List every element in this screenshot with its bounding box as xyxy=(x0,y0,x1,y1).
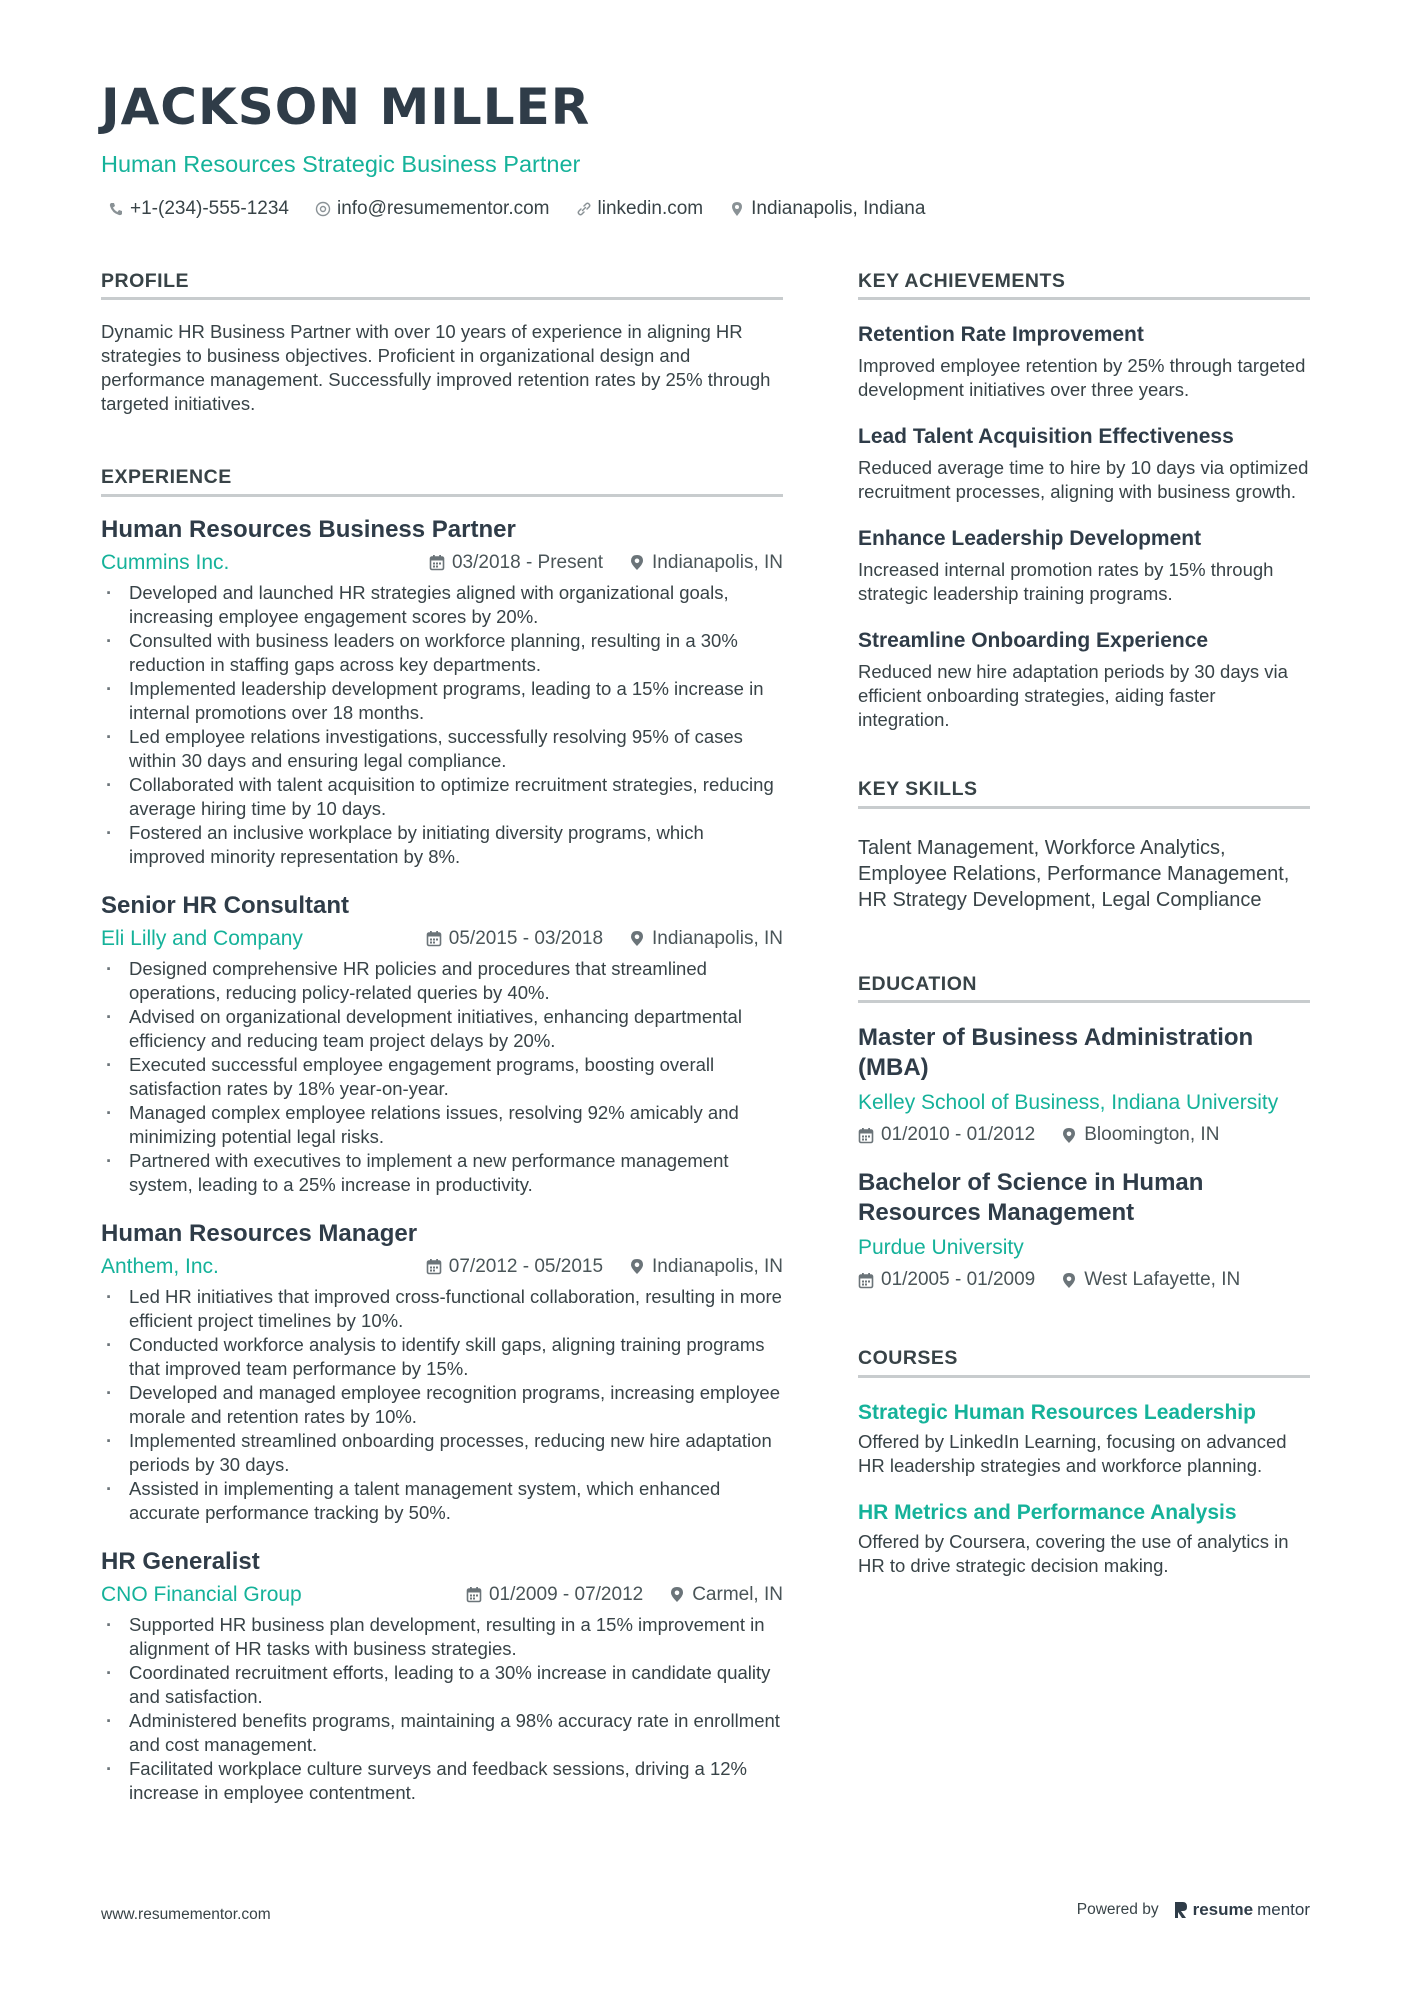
job-title: Human Resources Manager xyxy=(101,1219,418,1247)
location-pin-icon xyxy=(1061,1127,1077,1144)
achievement-desc: Increased internal promotion rates by 15% through strategic leadership training programs. xyxy=(858,559,1274,605)
achievement-entry xyxy=(858,524,1310,606)
job-title: Senior HR Consultant xyxy=(101,891,350,919)
course-desc: Offered by Coursera, covering the use of analytics in HR to drive strategic decision making. xyxy=(858,1530,1289,1576)
degree-title: Master of Business Administration (MBA) xyxy=(858,1024,1254,1082)
contact-bar xyxy=(108,198,925,220)
job-bullet: · Advised on organizational development initiatives, enhancing departmental efficiency and reducing team project delays by 20%. xyxy=(101,1005,783,1053)
contact-phone xyxy=(108,198,289,220)
education-entry xyxy=(858,1023,1310,1146)
profile-summary: Dynamic HR Business Partner with over 10 years of experience in aligning HR strategies to business objectives. Proficient in organizational design and performance management. Successfully improved retention rates by 25% through targeted initiatives. xyxy=(101,321,771,415)
job-dates-text: 01/2009 - 07/2012 xyxy=(488,1583,644,1605)
achievement-entry xyxy=(858,422,1310,504)
powered-by-label: Powered by xyxy=(1076,1901,1159,1918)
education-location xyxy=(1061,1269,1240,1291)
job-location-text: Indianapolis, IN xyxy=(652,551,783,573)
job-title: Human Resources Business Partner xyxy=(101,515,516,543)
skills-heading: KEY SKILLS xyxy=(858,778,1310,808)
company-name: Cummins Inc. xyxy=(101,550,230,574)
job-bullets xyxy=(101,1285,783,1525)
job-bullet: · Led HR initiatives that improved cross-functional collaboration, resulting in more efficient project timelines by 10%. xyxy=(101,1285,783,1333)
job-dates xyxy=(429,552,603,574)
skills-text: Talent Management, Workforce Analytics, Employee Relations, Performance Management, HR Strategy Development, Legal Compliance xyxy=(858,836,1290,911)
link-icon xyxy=(576,201,592,217)
education-dates xyxy=(858,1269,1035,1291)
experience-list xyxy=(101,515,783,1805)
education-dates xyxy=(858,1124,1035,1146)
job-location xyxy=(629,1256,783,1278)
job-dates-text: 03/2018 - Present xyxy=(451,551,604,573)
job-bullet: · Managed complex employee relations issues, resolving 92% amicably and minimizing potential legal risks. xyxy=(101,1101,783,1149)
location-pin-icon xyxy=(1061,1272,1077,1289)
location-pin-icon xyxy=(629,554,645,571)
brand-name-part2: mentor xyxy=(1257,1900,1310,1919)
achievements-list xyxy=(858,320,1310,732)
achievement-title: Enhance Leadership Development xyxy=(858,527,1202,551)
linkedin-link[interactable]: linkedin.com xyxy=(597,198,704,219)
footer-website[interactable]: www.resumementor.com xyxy=(101,1906,271,1923)
job-bullets xyxy=(101,1613,783,1805)
job-location xyxy=(629,552,783,574)
email-link[interactable]: info@resumementor.com xyxy=(336,198,550,219)
job-bullet: · Fostered an inclusive workplace by initiating diversity programs, which improved minority representation by 8%. xyxy=(101,821,783,869)
job-bullet: · Assisted in implementing a talent management system, which enhanced accurate performance tracking by 50%. xyxy=(101,1477,783,1525)
location-pin-icon xyxy=(629,1258,645,1275)
calendar-icon xyxy=(858,1272,874,1289)
job-dates-text: 05/2015 - 03/2018 xyxy=(448,927,604,949)
job-title: HR Generalist xyxy=(101,1547,260,1575)
courses-list xyxy=(858,1398,1310,1578)
location-text: Indianapolis, Indiana xyxy=(751,198,926,219)
job-bullet: · Administered benefits programs, maintaining a 98% accuracy rate in enrollment and cost management. xyxy=(101,1709,783,1757)
company-name: CNO Financial Group xyxy=(101,1582,302,1606)
education-entry xyxy=(858,1168,1310,1291)
education-location-text: Bloomington, IN xyxy=(1084,1124,1220,1146)
right-column xyxy=(858,270,1310,1578)
job-bullet: · Implemented streamlined onboarding processes, reducing new hire adaptation periods by 30 days. xyxy=(101,1429,783,1477)
achievement-entry xyxy=(858,626,1310,732)
job-meta xyxy=(101,1581,783,1609)
calendar-icon xyxy=(858,1127,874,1144)
job-location-text: Carmel, IN xyxy=(692,1583,783,1605)
education-dates-text: 01/2005 - 01/2009 xyxy=(881,1269,1036,1291)
left-column xyxy=(101,270,783,1805)
education-heading: EDUCATION xyxy=(858,973,1310,1003)
job-dates xyxy=(426,928,603,950)
phone-text[interactable]: +1-(234)-555-1234 xyxy=(130,198,289,219)
job-location-text: Indianapolis, IN xyxy=(652,927,783,949)
candidate-role: Human Resources Strategic Business Partner xyxy=(101,151,581,177)
education-location xyxy=(1061,1124,1219,1146)
job-bullet: · Consulted with business leaders on workforce planning, resulting in a 30% reduction in staffing gaps across key departments. xyxy=(101,629,783,677)
company-name: Anthem, Inc. xyxy=(101,1254,219,1278)
achievement-desc: Reduced average time to hire by 10 days via optimized recruitment processes, aligning with business growth. xyxy=(858,457,1309,503)
course-entry xyxy=(858,1398,1310,1478)
achievement-desc: Reduced new hire adaptation periods by 30 days via efficient onboarding strategies, aiding faster integration. xyxy=(858,661,1288,731)
job-bullet: · Implemented leadership development programs, leading to a 15% increase in internal promotions over 18 months. xyxy=(101,677,783,725)
candidate-name: JACKSON MILLER xyxy=(101,78,591,136)
achievement-title: Lead Talent Acquisition Effectiveness xyxy=(858,425,1234,449)
job-bullet: · Designed comprehensive HR policies and procedures that streamlined operations, reducing policy-related queries by 40%. xyxy=(101,957,783,1005)
contact-location xyxy=(729,198,925,220)
education-meta xyxy=(858,1269,1310,1291)
at-sign-icon xyxy=(315,201,331,217)
calendar-icon xyxy=(466,1586,482,1603)
resumementor-logo-icon xyxy=(1173,1900,1189,1920)
location-pin-icon xyxy=(669,1586,685,1603)
job-bullet: · Developed and launched HR strategies aligned with organizational goals, increasing employee engagement scores by 20%. xyxy=(101,581,783,629)
achievements-heading: KEY ACHIEVEMENTS xyxy=(858,270,1310,300)
job-location xyxy=(629,928,783,950)
job-bullet: · Collaborated with talent acquisition to optimize recruitment strategies, reducing average hiring time by 10 days. xyxy=(101,773,783,821)
degree-title: Bachelor of Science in Human Resources Management xyxy=(858,1169,1204,1227)
footer-brand xyxy=(1077,1900,1310,1920)
experience-entry xyxy=(101,891,783,1197)
job-bullet: · Partnered with executives to implement a new performance management system, leading to a 25% increase in productivity. xyxy=(101,1149,783,1197)
contact-linkedin xyxy=(576,198,704,220)
calendar-icon xyxy=(429,554,445,571)
achievement-title: Retention Rate Improvement xyxy=(858,323,1144,347)
courses-heading: COURSES xyxy=(858,1347,1310,1377)
location-pin-icon xyxy=(629,930,645,947)
job-bullets xyxy=(101,957,783,1197)
job-meta xyxy=(101,549,783,577)
job-location xyxy=(669,1584,783,1606)
course-entry xyxy=(858,1498,1310,1578)
education-dates-text: 01/2010 - 01/2012 xyxy=(881,1124,1036,1146)
course-title: Strategic Human Resources Leadership xyxy=(858,1400,1256,1424)
job-location-text: Indianapolis, IN xyxy=(652,1255,783,1277)
school-name: Kelley School of Business, Indiana University xyxy=(858,1091,1279,1115)
experience-entry xyxy=(101,1547,783,1805)
course-title: HR Metrics and Performance Analysis xyxy=(858,1500,1237,1524)
calendar-icon xyxy=(426,1258,442,1275)
location-pin-icon xyxy=(729,201,745,217)
school-name: Purdue University xyxy=(858,1236,1024,1260)
job-bullet: · Developed and managed employee recognition programs, increasing employee morale and retention rates by 10%. xyxy=(101,1381,783,1429)
job-meta xyxy=(101,1253,783,1281)
job-dates-text: 07/2012 - 05/2015 xyxy=(448,1255,604,1277)
experience-entry xyxy=(101,515,783,869)
company-name: Eli Lilly and Company xyxy=(101,926,303,950)
course-desc: Offered by LinkedIn Learning, focusing on advanced HR leadership strategies and workforce planning. xyxy=(858,1430,1287,1476)
job-bullet: · Executed successful employee engagement programs, boosting overall satisfaction rates by 18% year-on-year. xyxy=(101,1053,783,1101)
contact-email xyxy=(315,198,550,220)
brand-name-part1: resume xyxy=(1192,1900,1254,1919)
job-dates xyxy=(466,1584,643,1606)
profile-heading: PROFILE xyxy=(101,270,783,300)
job-bullet: · Coordinated recruitment efforts, leading to a 30% increase in candidate quality and satisfaction. xyxy=(101,1661,783,1709)
job-bullet: · Conducted workforce analysis to identify skill gaps, aligning training programs that improved team performance by 15%. xyxy=(101,1333,783,1381)
phone-icon xyxy=(108,201,124,217)
education-meta xyxy=(858,1124,1310,1146)
job-bullets xyxy=(101,581,783,869)
experience-entry xyxy=(101,1219,783,1525)
education-list xyxy=(858,1023,1310,1291)
experience-heading: EXPERIENCE xyxy=(101,466,783,496)
calendar-icon xyxy=(426,930,442,947)
achievement-title: Streamline Onboarding Experience xyxy=(858,629,1209,653)
job-dates xyxy=(426,1256,603,1278)
job-bullet: · Supported HR business plan development, resulting in a 15% improvement in alignment of HR tasks with business strategies. xyxy=(101,1613,783,1661)
job-bullet: · Led employee relations investigations, successfully resolving 95% of cases within 30 days and ensuring legal compliance. xyxy=(101,725,783,773)
job-meta xyxy=(101,925,783,953)
achievement-desc: Improved employee retention by 25% through targeted development initiatives over three years. xyxy=(858,355,1306,401)
achievement-entry xyxy=(858,320,1310,402)
brand-logo[interactable] xyxy=(1173,1900,1310,1920)
education-location-text: West Lafayette, IN xyxy=(1084,1269,1241,1291)
job-bullet: · Facilitated workplace culture surveys and feedback sessions, driving a 12% increase in employee contentment. xyxy=(101,1757,783,1805)
